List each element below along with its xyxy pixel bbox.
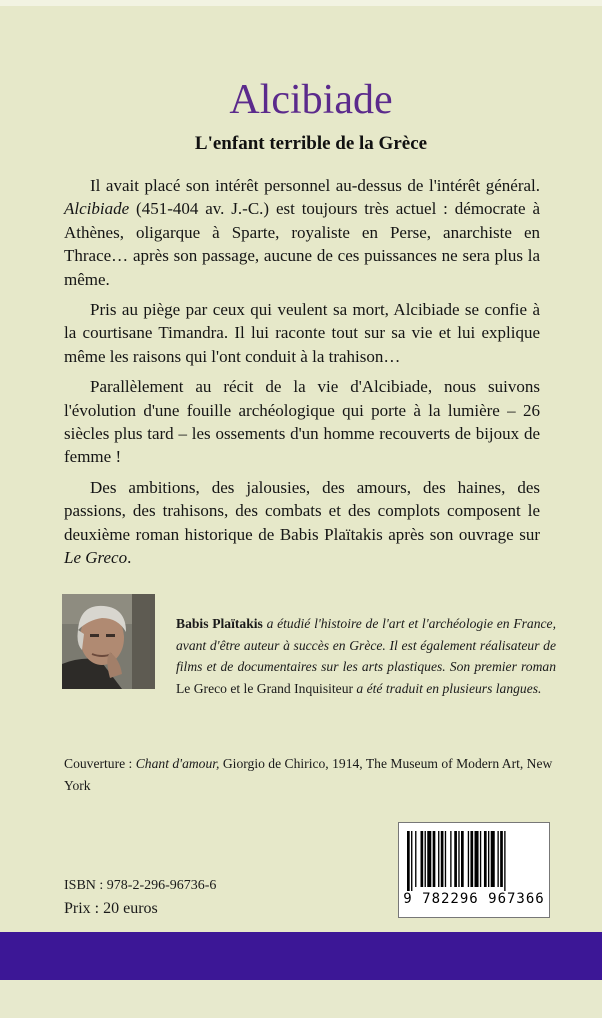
blurb-paragraph-2: Pris au piège par ceux qui veulent sa mort, Alcibiade se confie à la courtisane Timandra. Il lui raconte tout sur sa vie et lui explique même les raisons qui l'ont conduit à la trahison… (64, 300, 540, 366)
barcode-bar (407, 831, 410, 891)
top-edge (0, 0, 602, 6)
cover-credits: Couverture : Chant d'amour, Giorgio de Chirico, 1914, The Museum of Modern Art, New York (64, 756, 553, 793)
barcode-number: 9 782296 967366 (403, 891, 545, 907)
barcode-bar (475, 831, 479, 887)
barcode-bar (468, 831, 469, 887)
author-bio: Babis Plaïtakis a étudié l'histoire de l'art et l'archéologie en France, avant d'être auteur à succès en Grèce. Il est également réalisateur de films et de documentaires sur les arts plastiques. Son premier roman Le Greco et le Grand Inquisiteur a été traduit en plusieurs langues. (176, 616, 556, 696)
barcode-bar (411, 831, 412, 891)
barcode-bar (438, 831, 439, 887)
barcode-bar (504, 831, 505, 891)
barcode-bar (488, 831, 489, 887)
author-name: Babis Plaïtakis (176, 616, 263, 631)
barcode-bar (461, 831, 464, 887)
blurb-paragraph-1: Il avait placé son intérêt personnel au-dessus de l'intérêt général. Alcibiade (451-404 av. J.-C.) est toujours très actuel : démocrate à Athènes, oligarque à Sparte, royaliste en Perse, anarchiste en Thrace… après son passage, aucune de ces puissances ne sera plus la même. (64, 176, 540, 289)
price: Prix : 20 euros (64, 900, 158, 917)
barcode-bar (454, 831, 457, 887)
barcode-bar (500, 831, 503, 887)
barcode-bar (425, 831, 426, 887)
barcode-bar (484, 831, 487, 887)
barcode-bar (458, 831, 459, 887)
barcode-bar (433, 831, 436, 887)
barcode (398, 822, 550, 918)
barcode-bar (421, 831, 424, 887)
barcode-bar (497, 831, 498, 887)
barcode-bar (445, 831, 446, 887)
barcode-bar (415, 831, 416, 887)
isbn: ISBN : 978-2-296-96736-6 (64, 878, 217, 893)
blurb-paragraph-3: Parallèlement au récit de la vie d'Alcibiade, nous suivons l'évolution d'une fouille archéologique qui porte à la lumière – 26 siècles plus tard – les ossements d'un homme recouverts de bijoux de femme ! (64, 377, 540, 467)
barcode-bar (480, 831, 481, 887)
author-photo (62, 594, 155, 689)
book-title: Alcibiade (229, 77, 393, 123)
bottom-color-band (0, 932, 602, 980)
barcode-bar (441, 831, 444, 887)
blurb (64, 174, 540, 577)
barcode-bar (470, 831, 473, 887)
bottom-edge (0, 980, 602, 1018)
blurb-paragraph-4: Des ambitions, des jalousies, des amours, des haines, des passions, des trahisons, des combats et des complots composent le deuxième roman historique de Babis Plaïtakis après son ouvrage sur Le Greco. (64, 477, 540, 568)
barcode-bar (450, 831, 451, 887)
barcode-bar (427, 831, 431, 887)
book-subtitle: L'enfant terrible de la Grèce (194, 133, 428, 154)
barcode-bars (405, 831, 543, 891)
barcode-bar (491, 831, 495, 887)
author-previous-work: Le Greco et le Grand Inquisiteur (176, 680, 354, 696)
